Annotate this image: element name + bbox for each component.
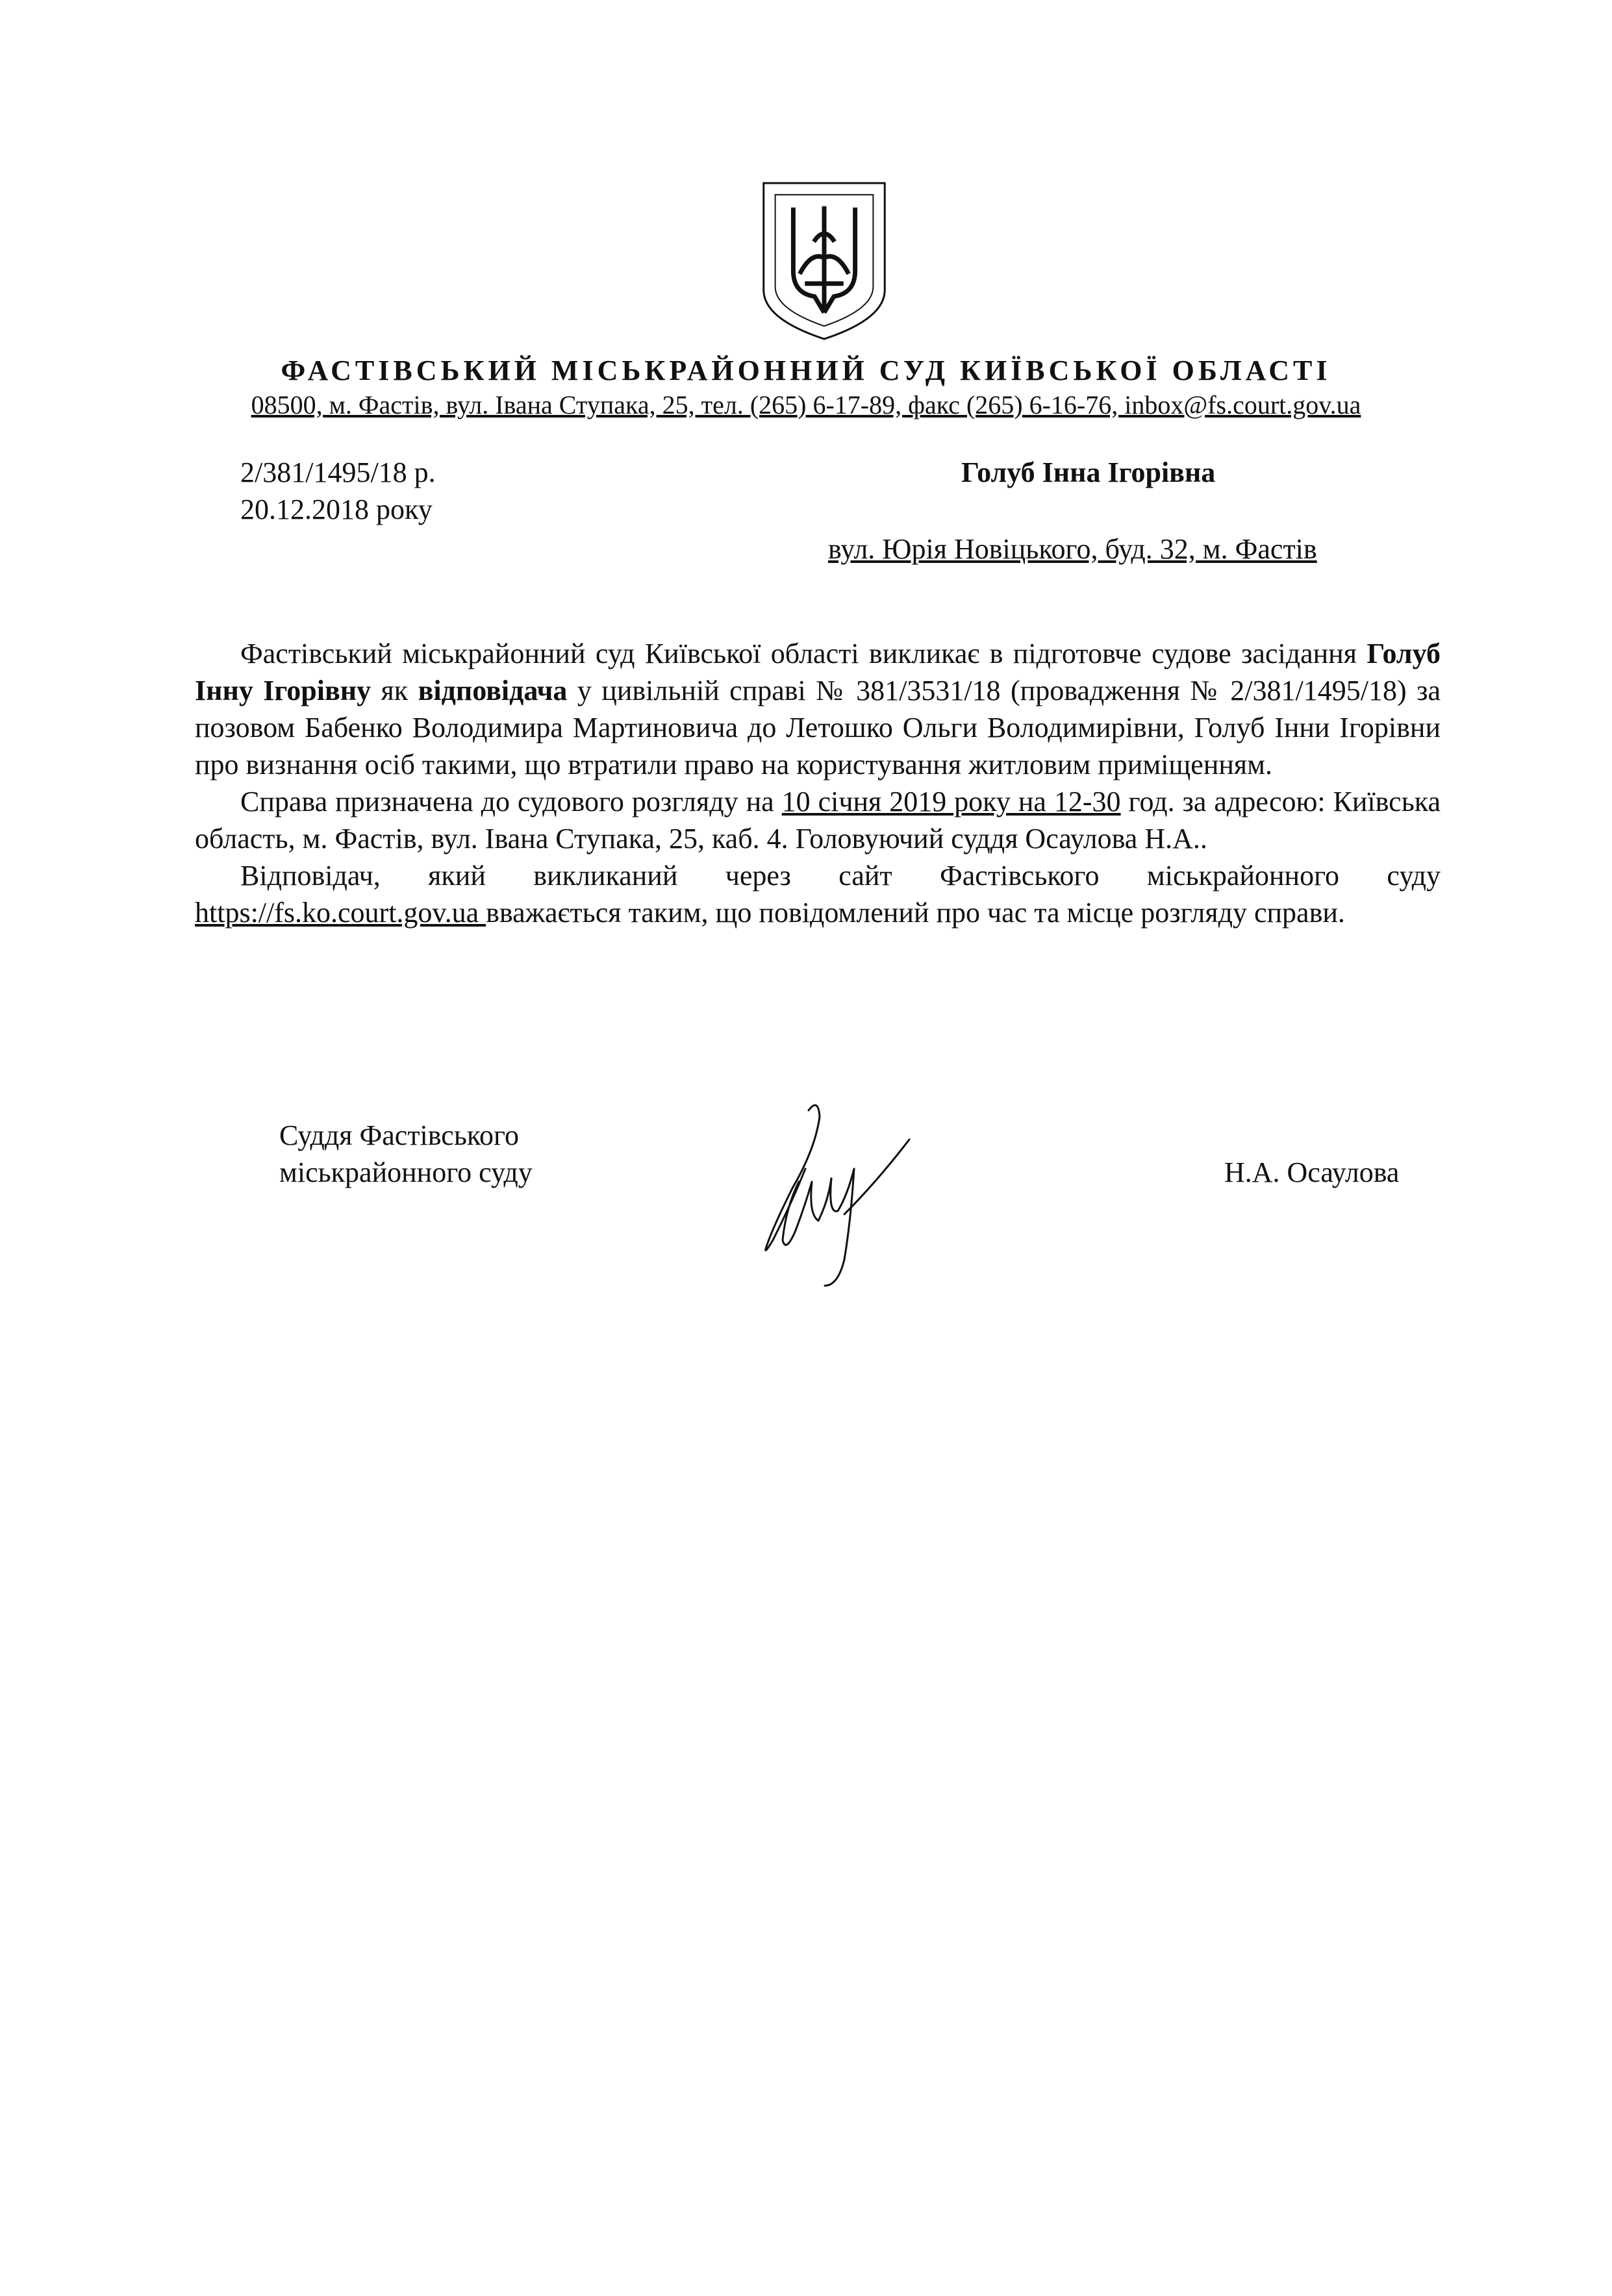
signature-title-line: міськрайонного суду [279,1156,533,1188]
paragraph-summons [195,635,1441,783]
text-fragment: Справа призначена до судового розгляду на [240,786,782,817]
text-fragment: год. за адресою: Київська область, м. Фастів, вул. Івана Ступака, 25, каб. 4. Головуючий суддя Осаулова Н.А.. [195,786,1441,855]
trident-coat-of-arms-icon [759,181,890,342]
paragraph-hearing [195,783,1441,857]
text-fragment: вважається таким, що повідомлений про час та місце розгляду справи. [486,897,1345,929]
court-website-link[interactable]: https://fs.ko.court.gov.ua [195,897,486,929]
recipient-address: вул. Юрія Новіцького, буд. 32, м. Фастів [828,533,1317,565]
text-fragment: як [371,675,418,706]
court-address: 08500, м. Фастів, вул. Івана Ступака, 25, тел. (265) 6-17-89, факс (265) 6-16-76, inbox@fs.court.gov.ua [251,390,1361,419]
letter-body [195,635,1441,931]
defendant-role: відповідача [418,675,568,706]
text-fragment: Фастівський міськрайонний суд Київської області викликає в підготовче судове засідання [240,638,1367,669]
defendant-name: Голуб Інну Ігорівну [195,638,1441,706]
reference-date: 20.12.2018 року [240,493,433,525]
signature-title [279,1117,533,1191]
judge-name: Н.А. Осаулова [1224,1156,1400,1188]
signature-title-line: Суддя Фастівського [279,1119,519,1151]
handwritten-signature-icon [747,1091,922,1292]
text-fragment: у цивільній справі № 381/3531/18 (провадження № 2/381/1495/18) за позовом Бабенко Володимира Мартиновича до Летошко Ольги Володимирівни, Голуб Інни Ігорівни про визнання осіб такими, що втратили право на користування житловим приміщенням. [195,675,1441,780]
paragraph-notice [195,857,1441,931]
court-name: ФАСТІВСЬКИЙ МІСЬКРАЙОННИЙ СУД КИЇВСЬКОЇ ОБЛАСТІ [281,355,1331,386]
recipient-name: Голуб Інна Ігорівна [961,456,1216,488]
hearing-datetime: 10 січня 2019 року на 12-30 [781,786,1121,817]
text-fragment: Відповідач, який викликаний через сайт Фастівського міськрайонного суду [240,860,1441,892]
reference-number: 2/381/1495/18 р. [240,456,436,488]
